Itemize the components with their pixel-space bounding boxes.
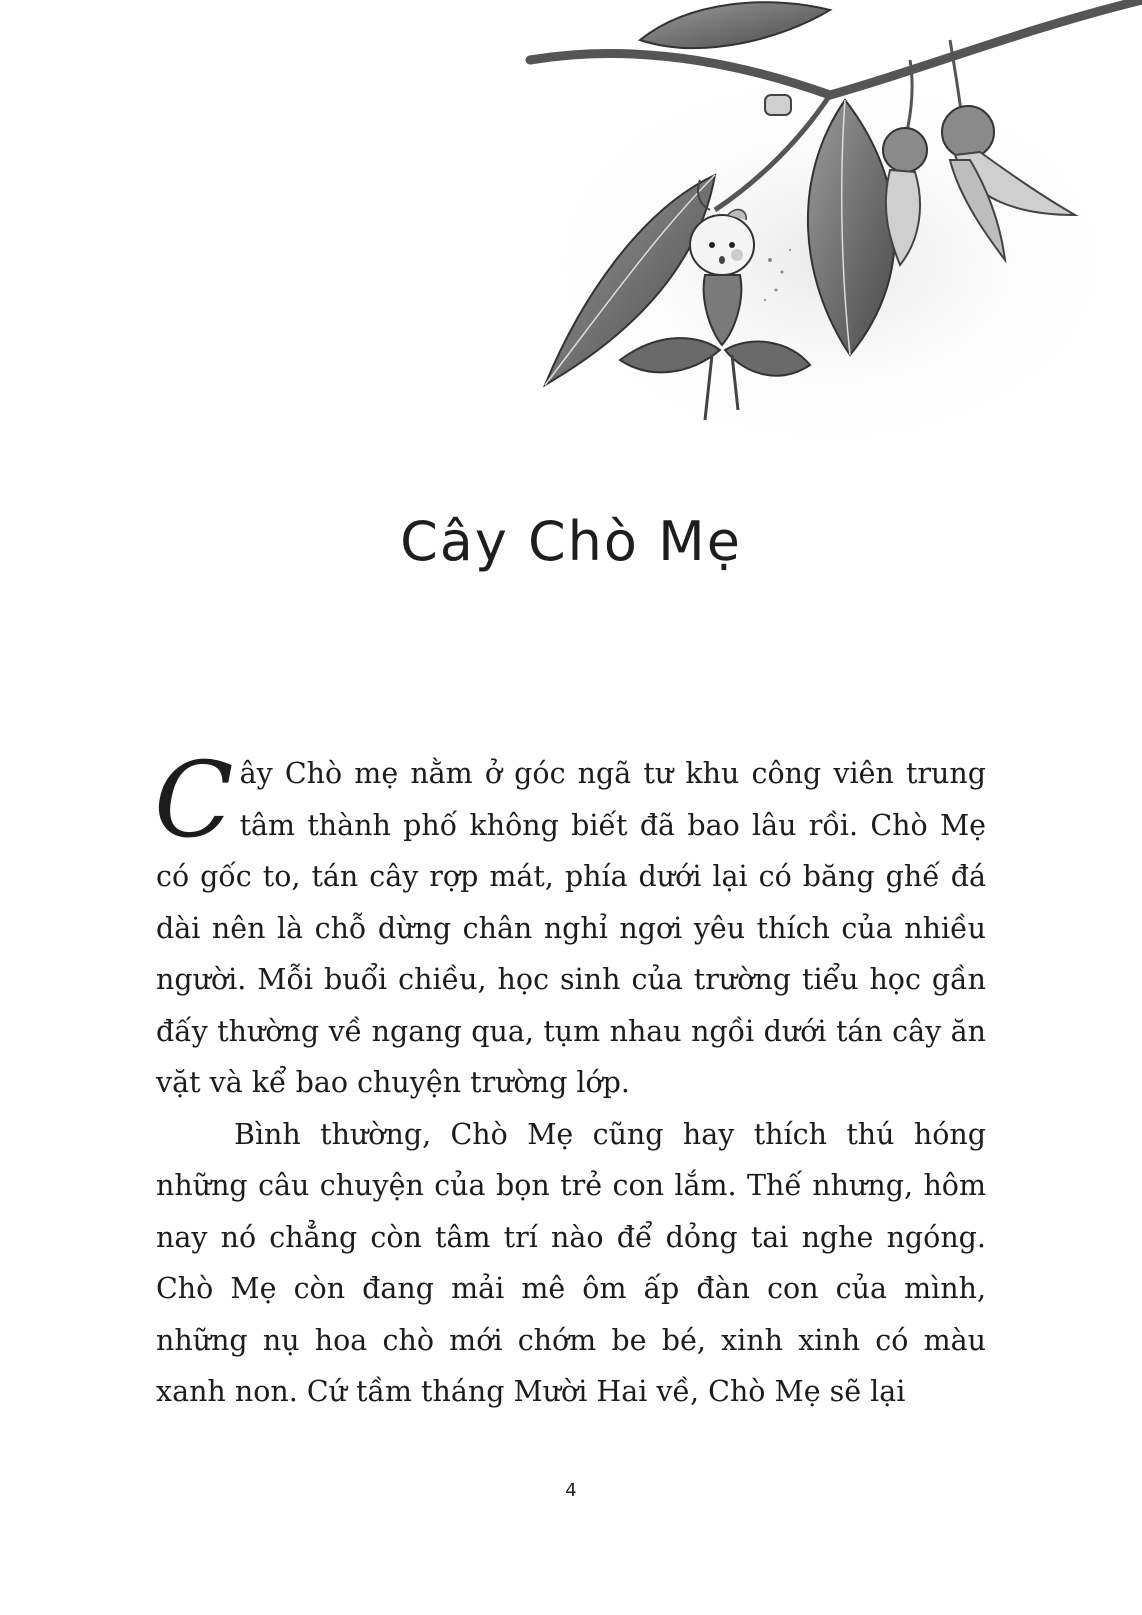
- chapter-body: [154, 739, 986, 1418]
- page-number: 4: [565, 1480, 577, 1501]
- chapter-title: Cây Chò Mẹ: [400, 510, 742, 573]
- paragraph-1: [154, 739, 986, 1109]
- branch-with-flower-fairy-illustration: [500, 0, 1142, 480]
- drop-cap: C: [154, 739, 234, 861]
- paragraph-1-text: ây Chò mẹ nằm ở góc ngã tư khu công viên trung tâm thành phố không biết đã bao lâu rồi. Chò Mẹ có gốc to, tán cây rợp mát, phía dưới lại có băng ghế đá dài nên là chỗ dừng chân nghỉ ngơi yêu thích của nhiều người. Mỗi buổi chiều, học sinh của trường tiểu học gần đấy thường về ngang qua, tụm nhau ngồi dưới tán cây ăn vặt và kể bao chuyện trường lớp.: [156, 757, 986, 1099]
- paragraph-2: Bình thường, Chò Mẹ cũng hay thích thú hóng những câu chuyện của bọn trẻ con lắm. Thế nhưng, hôm nay nó chẳng còn tâm trí nào để dỏng tai nghe ngóng. Chò Mẹ còn đang mải mê ôm ấp đàn con của mình, những nụ hoa chò mới chớm be bé, xinh xinh có màu xanh non. Cứ tầm tháng Mười Hai về, Chò Mẹ sẽ lại: [156, 1117, 986, 1408]
